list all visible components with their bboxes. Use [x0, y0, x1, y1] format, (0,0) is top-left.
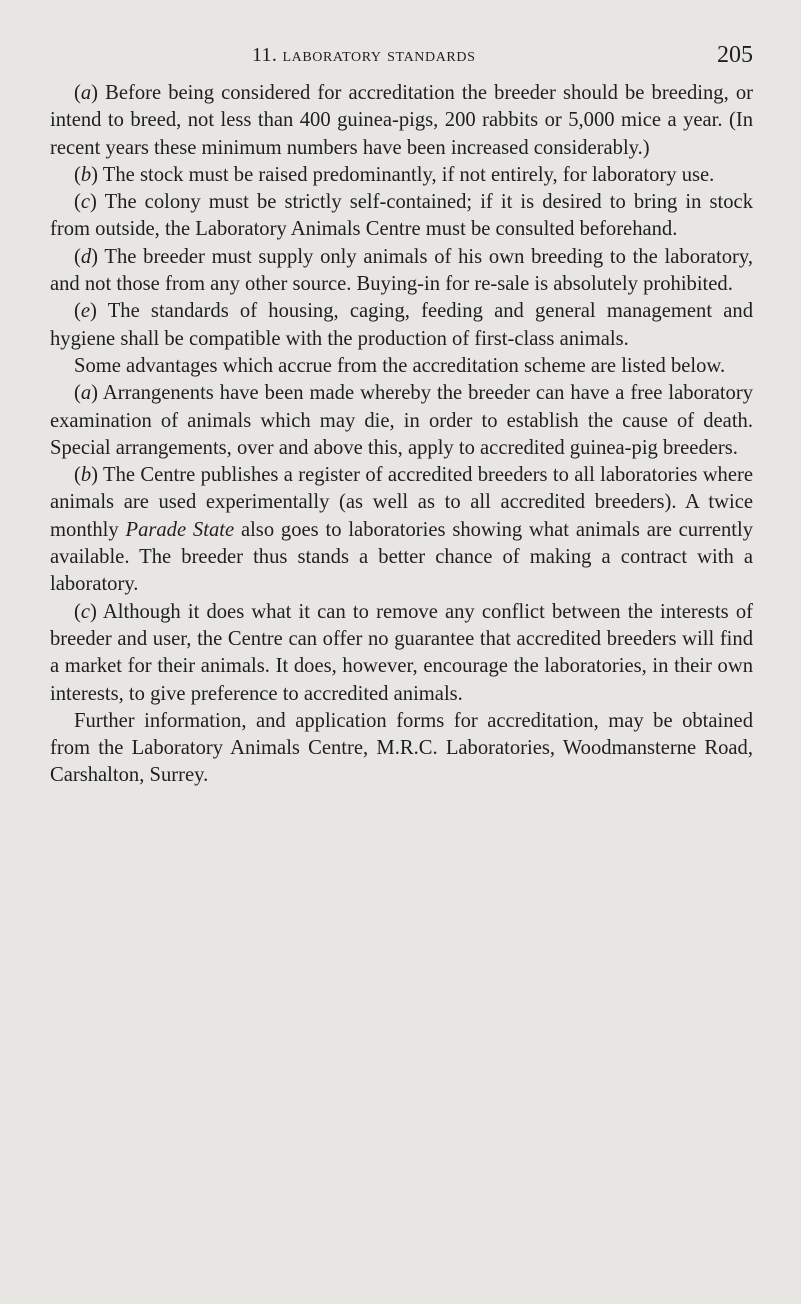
parade-state-title: Parade State: [125, 518, 235, 541]
item-label: c: [80, 191, 90, 214]
paragraph-text: The standards of housing, caging, feeding and general management and hygiene shall be compatible with the production of first-class animals.: [50, 300, 753, 350]
paragraph-requirement-c: (c) The colony must be strictly self-contained; if it is desired to bring in stock from outside, the Laboratory Animals Centre must be consulted beforehand.: [50, 191, 753, 241]
paragraph-text: The breeder must supply only animals of his own breeding to the laboratory, and not those from any other source. Buying-in for re-sale is absolutely prohibited.: [50, 245, 753, 296]
paragraph-text: The colony must be strictly self-contained; if it is desired to bring in stock from outside, the Laboratory Animals Centre must be consulted beforehand.: [50, 191, 753, 241]
paragraph-requirement-d: (d) The breeder must supply only animals of his own breeding to the laboratory, and not those from any other source. Buying-in for re-sale is absolutely prohibited.: [50, 245, 753, 296]
paragraph-further-information: [50, 708, 753, 790]
paragraph-requirement-b: (b) The stock must be raised predominantly, if not entirely, for laboratory use.: [74, 163, 715, 186]
paragraph-text: The stock must be raised predominantly, if not entirely, for laboratory use.: [102, 163, 715, 186]
paragraph-advantage-c: (c) Although it does what it can to remove any conflict between the interests of breeder and user, the Centre can offer no guarantee that accredited breeders will find a market for their animals. It does, however, encourage the laboratories, in their own interests, to give preference to accredited animals.: [50, 600, 753, 705]
page-number: 205: [717, 42, 753, 68]
chapter-number: 11.: [252, 44, 278, 66]
paragraph-text: The Centre publishes a register of accredited breeders to all laboratories where animals are used experimentally (as well as to all accredited breeders). A twice monthly: [50, 464, 753, 541]
paragraph-text: also goes to laboratories showing what animals are currently available. The breeder thus stands a better chance of making a contract with a laboratory.: [50, 518, 753, 596]
paragraph-requirement-e: (e) The standards of housing, caging, feeding and general management and hygiene shall be compatible with the production of first-class animals.: [50, 300, 753, 350]
item-label: c: [80, 600, 90, 623]
paragraph-advantage-a: (a) Arrangenents have been made whereby the breeder can have a free laboratory examination of animals which may die, in order to establish the cause of death. Special arrangements, over and above this, apply to accredited guinea-pig breeders.: [50, 382, 754, 459]
paragraph-text: Further information, and application forms for accreditation, may be obtained from the Laboratory Animals Centre, M.R.C. Laboratories, Woodmansterne Road, Carshalton, Surrey.: [50, 709, 753, 787]
chapter-title: laboratory standards: [282, 44, 476, 66]
paragraph-text: Arrangenents have been made whereby the breeder can have a free laboratory examination of animals which may die, in order to establish the cause of death. Special arrangements, over and above this, apply to accredited guinea-pig breeders.: [50, 382, 754, 459]
paragraph-advantages-intro: [50, 353, 753, 380]
item-label: b: [80, 464, 92, 487]
item-label: e: [80, 300, 90, 323]
item-label: b: [80, 163, 92, 186]
paragraph-requirement-a: (a) Before being considered for accreditation the breeder should be breeding, or intend to breed, not less than 400 guinea-pigs, 200 rabbits or 5,000 mice a year. (In recent years these minimum numbers have been increased considerably.): [50, 82, 753, 159]
paragraph-text: Some advantages which accrue from the accreditation scheme are listed below.: [74, 354, 726, 377]
item-label: d: [80, 245, 92, 268]
item-label: a: [80, 82, 92, 104]
paragraph-text: Although it does what it can to remove any conflict between the interests of breeder and user, the Centre can offer no guarantee that accredited breeders will find a market for their animals. It does, however, encourage the laboratories, in their own interests, to give preference to accredited animals.: [50, 600, 753, 705]
item-label: a: [80, 382, 92, 405]
paragraph-text: Before being considered for accreditation the breeder should be breeding, or intend to breed, not less than 400 guinea-pigs, 200 rabbits or 5,000 mice a year. (In recent years these minimum numbers have been increased considerably.): [50, 82, 753, 159]
paragraph-advantage-b: (b) The Centre publishes a register of accredited breeders to all laboratories where animals are used experimentally (as well as to all accredited breeders). A twice monthly Parade State also goes to laboratories showing what animals are currently available. The breeder thus stands a better chance of making a contract with a laboratory.: [50, 464, 753, 596]
chapter-heading: [252, 44, 475, 67]
body-text: [50, 80, 753, 790]
running-head: [50, 40, 753, 74]
